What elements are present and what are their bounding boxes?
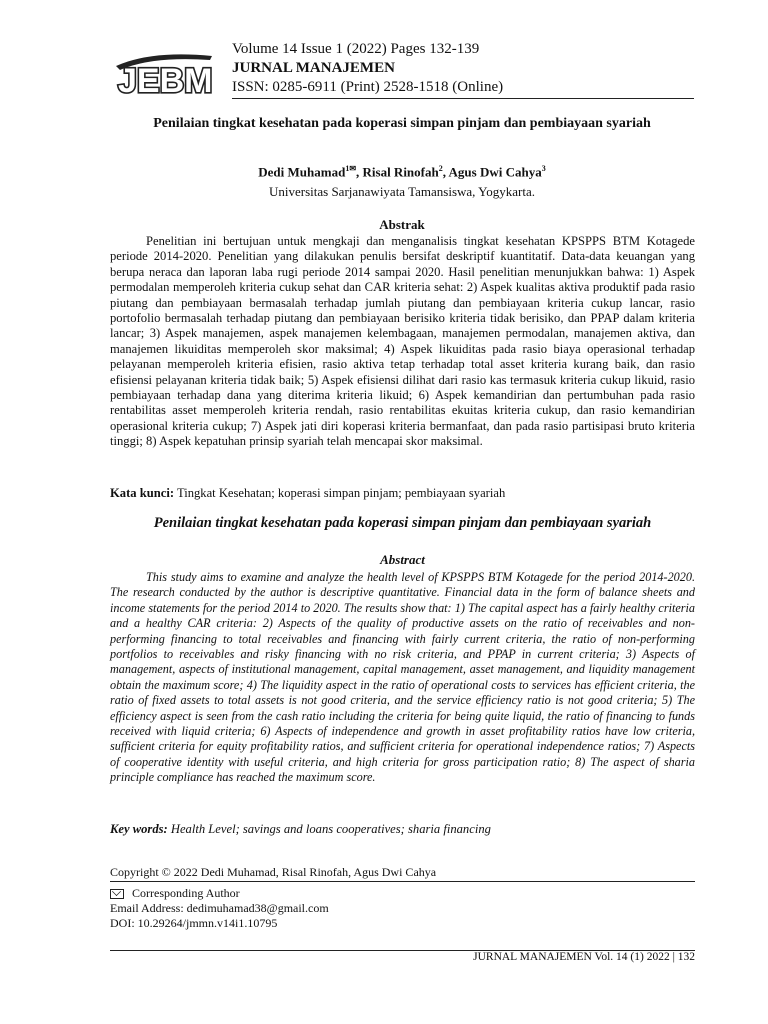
page-footer: JURNAL MANAJEMEN Vol. 14 (1) 2022 | 132	[473, 951, 695, 963]
footnote-rule	[110, 881, 695, 882]
journal-meta	[232, 40, 503, 97]
key-words-values: Health Level; savings and loans cooperatives; sharia financing	[167, 822, 491, 836]
header-rule	[232, 98, 694, 99]
author-1: Dedi Muhamad	[258, 164, 346, 180]
abstract-body: This study aims to examine and analyze the health level of KPSPPS BTM Kotagede for the period 2014-2020. The research conducted by the author is descriptive quantitative. Financial data in the form of balance sheets and income statements for the period 2014 to 2020. The results show that: 1) The capital aspect has a fairly healthy criteria and a healthy CAR criteria: 2) Aspects of the quality of productive assets on the ratio of receivables and non-performing financing to total receivables and financing with fairly current criteria, the ratio of non-performing portfolios to receivables and risky financing with no risk criteria, and PPAP in current criteria; 3) Aspects of management, aspects of institutional management, capital management, asset management, and liquidity management obtain the maximum score; 4) The liquidity aspect in the ratio of operational costs to services has efficient criteria, the ratio of fixed assets to total assets is not good criteria, and the service efficiency ratio is not good criteria; 5) The efficiency aspect is seen from the cash ratio including the criteria for being quite liquid, the ratio of financing to funds received with liquid criteria; 6) Aspects of independence and growth in asset profitability ratios have low criteria, sufficient criteria for equity profitability ratios, and sufficient criteria for operational independence ratios; 7) Aspects of cooperative identity with useful criteria, and high criteria for gross participation ratio; 8) The aspect of sharia principle compliance has reached the maximum score.	[110, 570, 695, 785]
volume-info: Volume 14 Issue 1 (2022) Pages 132-139	[232, 41, 480, 57]
kata-kunci-values: Tingkat Kesehatan; koperasi simpan pinjam; pembiayaan syariah	[174, 486, 506, 500]
affiliation: Universitas Sarjanawiyata Tamansiswa, Yogykarta.	[268, 184, 536, 199]
author-list	[112, 164, 692, 180]
copyright-notice: Copyright © 2022 Dedi Muhamad, Risal Rinofah, Agus Dwi Cahya	[110, 865, 437, 879]
author-3-marker: 3	[541, 164, 546, 173]
english-title: Penilaian tingkat kesehatan pada koperasi simpan pinjam dan pembiayaan syariah	[153, 515, 652, 531]
email-address: Email Address: dedimuhamad38@gmail.com	[110, 901, 329, 915]
author-2-marker: 2	[438, 164, 443, 173]
kata-kunci-label: Kata kunci:	[110, 486, 175, 500]
author-3: Agus Dwi Cahya	[448, 164, 542, 180]
author-separator: ,	[442, 164, 449, 180]
key-words	[110, 822, 695, 837]
author-1-marker: 1✉	[345, 164, 357, 173]
abstrak-heading: Abstrak	[379, 217, 425, 232]
paper-title: Penilaian tingkat kesehatan pada koperasi simpan pinjam dan pembiayaan syariah	[153, 116, 651, 131]
envelope-icon	[110, 889, 124, 899]
key-words-label: Key words:	[110, 822, 168, 836]
svg-text:JEBM: JEBM	[118, 62, 213, 98]
kata-kunci	[110, 486, 695, 501]
doi: DOI: 10.29264/jmmn.v14i1.10795	[110, 916, 278, 930]
abstrak-body: Penelitian ini bertujuan untuk mengkaji dan menganalisis tingkat kesehatan KPSPPS BTM Kotagede periode 2014-2020. Penelitian yang dilakukan penulis bersifat deskriptif kuantitatif. Data-data keuangan yang berupa neraca dan laporan laba rugi periode 2014 sampai 2020. Hasil penelitian menunjukkan bahwa: 1) Aspek permodalan memperoleh kriteria cukup sehat dan CAR kriteria sehat: 2) Aspek kualitas aktiva produktif pada rasio piutang dan pembiayaan bermasalah terhadap jumlah piutang dan pembiayaan kriteria cukup lancar, rasio portofolio bermasalah terhadap piutang dan pembiayaan berisiko kriteria tidak berisiko, dan PPAP dalam kriteria lancar; 3) Aspek manajemen, aspek manajemen kelembagaan, manajemen permodalan, manajemen aktiva, dan manajemen likuiditas memperoleh skor maksimal; 4) Aspek likuiditas pada rasio biaya operasional terhadap pelayanan memperoleh kriteria efisien, rasio aktiva tetap terhadap total asset kriteria kurang baik, dan rasio efisiensi pelayanan kriteria tidak baik; 5) Aspek efisiensi dilihat dari rasio kas termasuk kriteria cukup likuid, rasio pembiayaan terhadap dana yang diterima kriteria likuid; 6) Aspek kemandirian dan pertumbuhan pada rasio rentabilitas asset memperoleh kriteria rendah, rasio rentabilitas ekuitas kriteria cukup, dan rasio kemandirian operasional kriteria cukup; 7) Aspek jati diri koperasi kriteria bermanfaat, dan pada rasio partisipasi bruto kriteria tinggi; 8) Aspek kepatuhan prinsip syariah telah mencapai skor maksimal.	[110, 234, 695, 449]
author-separator: ,	[356, 164, 363, 180]
abstract-heading: Abstract	[380, 552, 425, 567]
corresponding-label: Corresponding Author	[132, 886, 240, 900]
journal-name: JURNAL MANAJEMEN	[232, 60, 395, 76]
journal-header	[112, 40, 694, 102]
author-2: Risal Rinofah	[362, 164, 439, 180]
corresponding-info	[110, 886, 329, 931]
journal-logo	[112, 48, 222, 98]
issn-info: ISSN: 0285-6911 (Print) 2528-1518 (Online)	[232, 79, 504, 95]
